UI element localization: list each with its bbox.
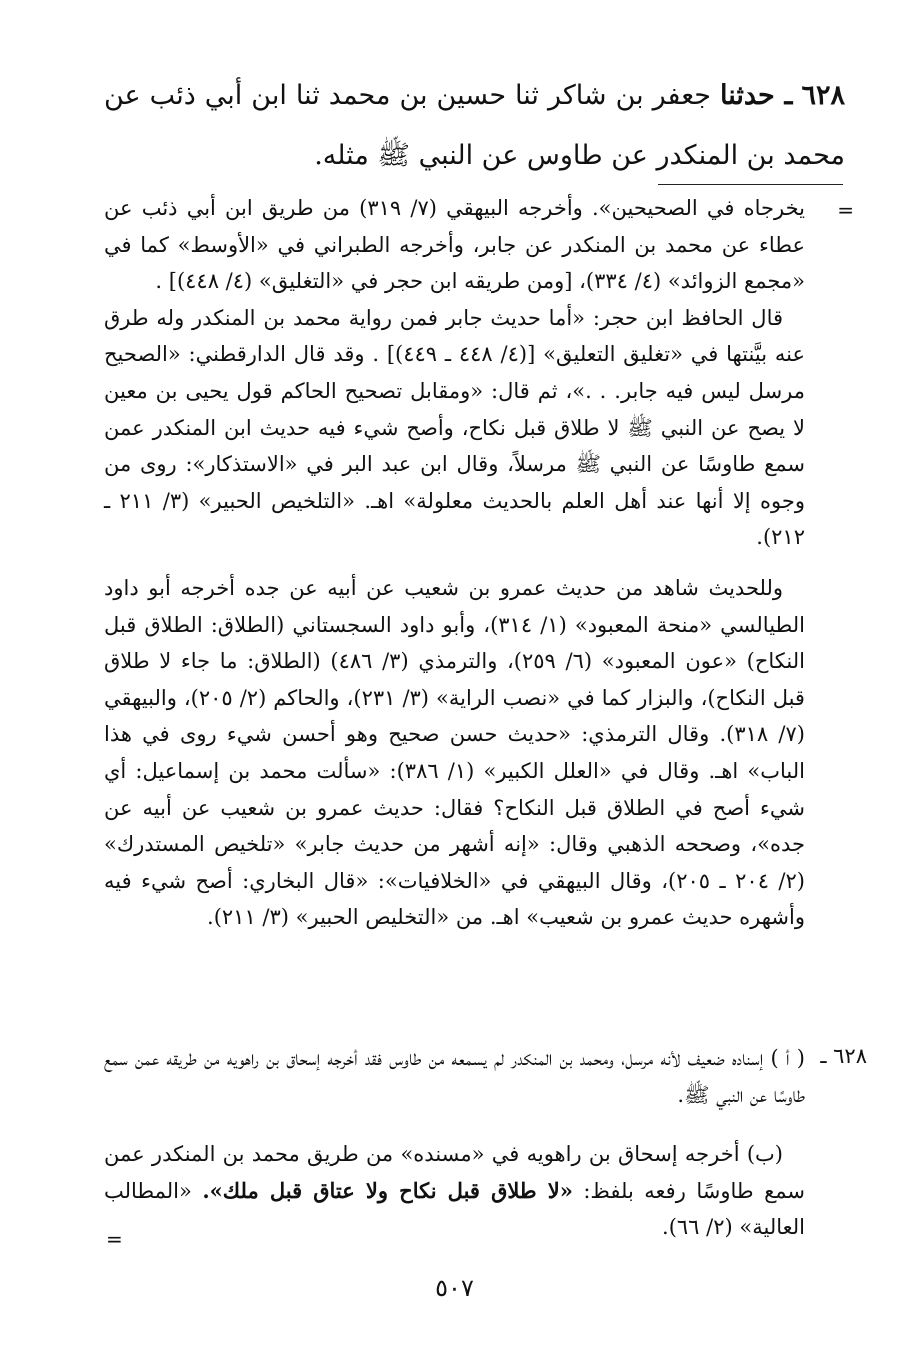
footnote-note-b-block <box>104 1136 805 1246</box>
hadith-body: جعفر بن شاكر ثنا حسين بن محمد ثنا ابن أبي ذئب عن محمد بن المنكدر عن طاوس عن النبي ﷺ مثله. <box>104 80 845 171</box>
note-b-end: «المطالب العالية» (٢/ ٦٦). <box>104 1178 805 1240</box>
footnote-separator <box>658 184 843 185</box>
page-number: ٥٠٧ <box>435 1274 474 1302</box>
hadith-lead: ـ حدثنا <box>719 80 793 111</box>
footnote-note-b <box>104 1136 805 1246</box>
footnote-block <box>104 190 805 936</box>
continuation-marker: = <box>837 198 854 222</box>
end-continuation-marker: = <box>106 1227 123 1251</box>
footnote-note-a-block <box>104 1040 805 1113</box>
hadith-text <box>104 66 845 186</box>
footnote-paragraph-3: وللحديث شاهد من حديث عمرو بن شعيب عن أبيه عن جده أخرجه أبو داود الطيالسي «منحة المعبود» (١/ ٣١٤)، وأبو داود السجستاني (الطلاق: الطلاق قبل النكاح) «عون المعبود» (٦/ ٢٥٩)، والترمذي (٣/ ٤٨٦) (الطلاق: ما جاء لا طلاق قبل النكاح)، والبزار كما في «نصب الراية» (٣/ ٢٣١)، والحاكم (٢/ ٢٠٥)، والبيهقي (٧/ ٣١٨). وقال الترمذي: «حديث حسن صحيح وهو أحسن شيء روى في هذا الباب» اهـ. وقال في «العلل الكبير» (١/ ٣٨٦): «سألت محمد بن إسماعيل: أي شيء أصح في الطلاق قبل النكاح؟ فقال: حديث عمرو بن شعيب عن أبيه عن جده»، وصححه الذهبي وقال: «إنه أشهر من حديث جابر» «تلخيص المستدرك» (٢/ ٢٠٤ ـ ٢٠٥)، وقال البيهقي في «الخلافيات»: «قال البخاري: أصح شيء فيه وأشهره حديث عمرو بن شعيب» اهـ. من «التخليص الحبير» (٣/ ٢١١). <box>104 575 805 930</box>
note-b-start: (ب) أخرجه إسحاق بن راهويه في «مسنده» من طريق محمد بن المنكدر عمن سمع طاوسًا رفعه بلفظ: <box>104 1142 805 1203</box>
footnote-number: ٦٢٨ ـ <box>820 1044 867 1068</box>
footnote-paragraph-1: يخرجاه في الصحيحين». وأخرجه البيهقي (٧/ ٣١٩) من طريق ابن أبي ذئب عن عطاء عن محمد بن المنكدر عن جابر، وأخرجه الطبراني في «الأوسط» كما في «مجمع الزوائد» (٤/ ٣٣٤)، [ومن طريقه ابن حجر في «التغليق» (٤/ ٤٤٨)] . <box>104 196 805 294</box>
hadith-number: ٦٢٨ <box>801 80 846 111</box>
footnote-note-a: ( أ ) إسناده ضعيف لأنه مرسل، ومحمد بن المنكدر لم يسمعه من طاوس فقد أخرجه إسحاق بن راهويه من طريقه عمن سمع طاوسًا عن النبي ﷺ. <box>104 1046 805 1107</box>
footnote-paragraph-2: قال الحافظ ابن حجر: «أما حديث جابر فمن رواية محمد بن المنكدر وله طرق عنه بيَّنتها في «تغليق التعليق» [(٤/ ٤٤٨ ـ ٤٤٩)] . وقد قال الدارقطني: «الصحيح مرسل ليس فيه جابر. . .»، ثم قال: «ومقابل تصحيح الحاكم قول يحيى بن معين لا يصح عن النبي ﷺ لا طلاق قبل نكاح، وأصح شيء فيه حديث ابن المنكدر عمن سمع طاوسًا عن النبي ﷺ مرسلاً، وقال ابن عبد البر في «الاستذكار»: روى من وجوه إلا أنها عند أهل العلم بالحديث معلولة» اهـ. «التلخيص الحبير» (٣/ ٢١١ ـ ٢١٢). <box>104 305 805 550</box>
note-b-quote: «لا طلاق قبل نكاح ولا عتاق قبل ملك». <box>202 1177 573 1203</box>
